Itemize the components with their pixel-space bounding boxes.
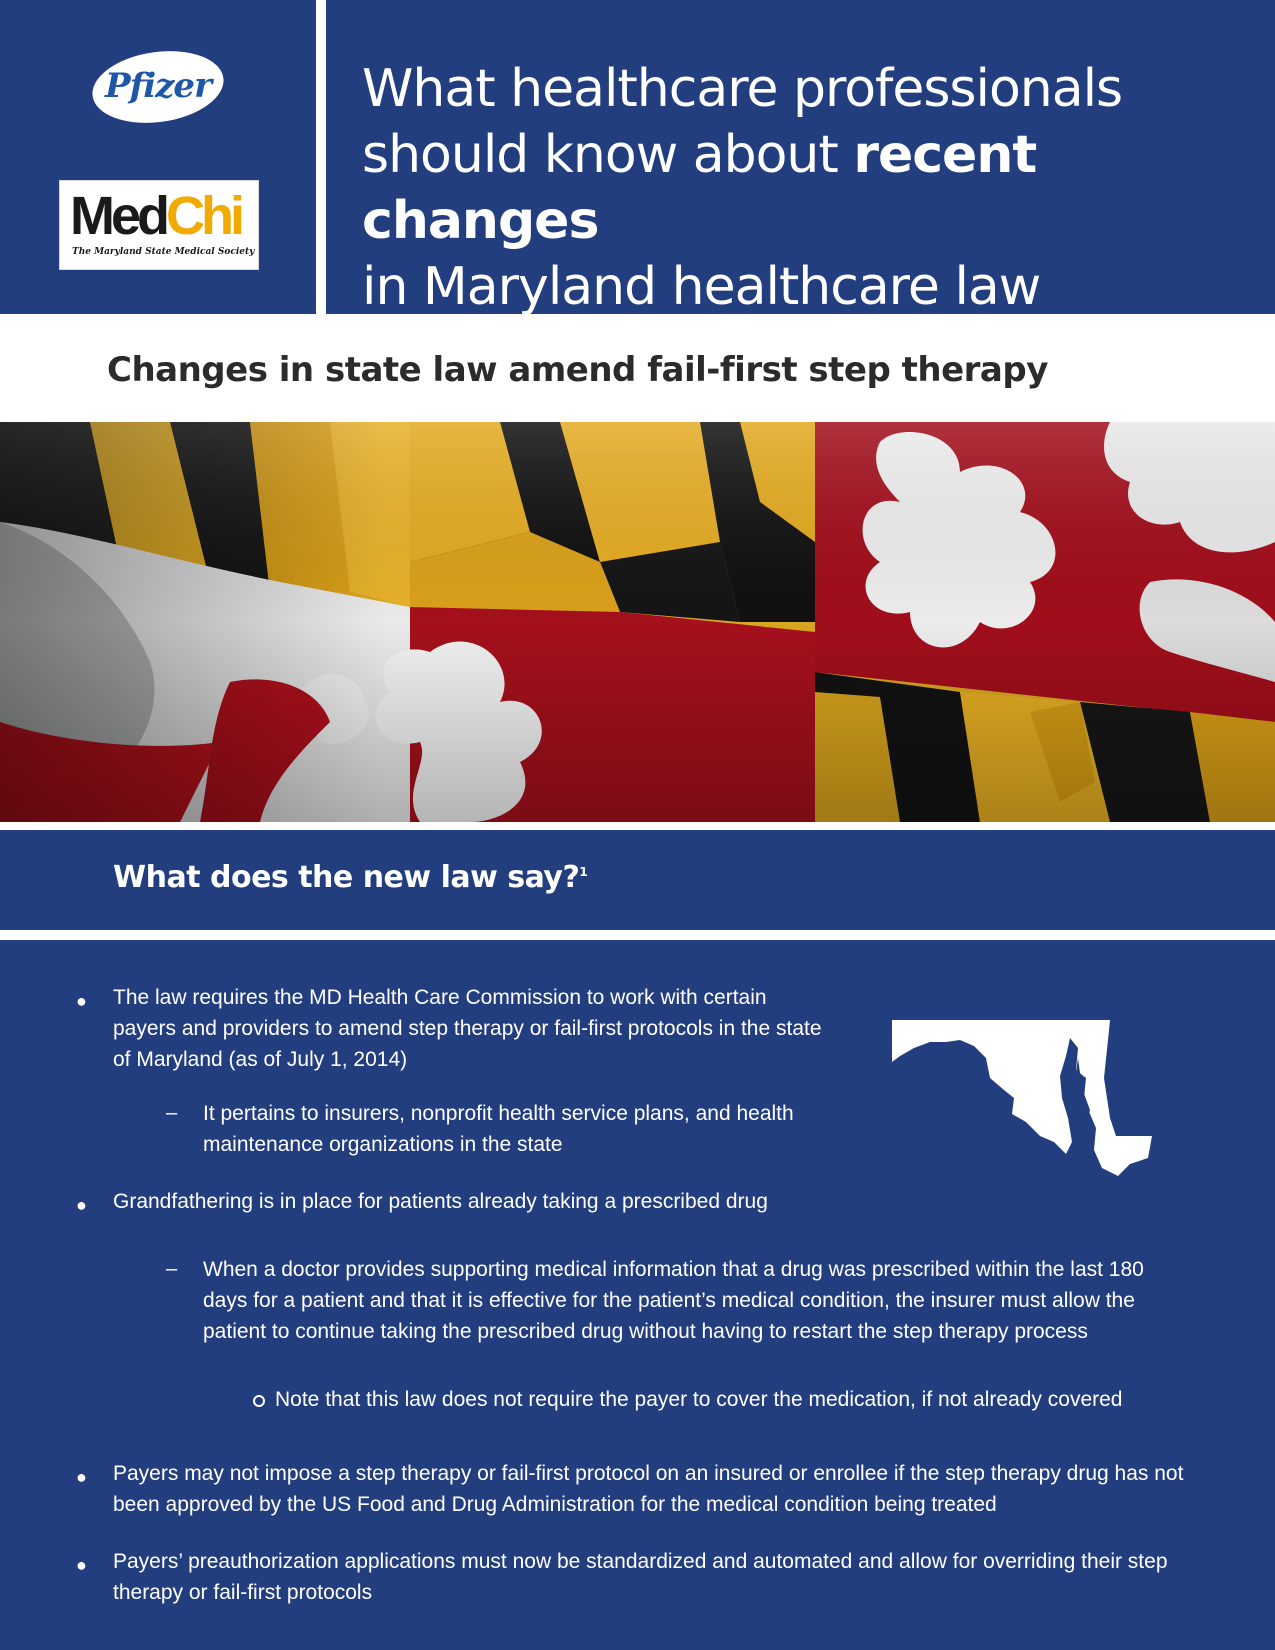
circle-marker xyxy=(253,1395,265,1407)
medchi-logo xyxy=(59,180,259,270)
bullet-2-sub-1-text: When a doctor provides supporting medical information that a drug was prescribed within the last 180 days for a patient and that it is effective for the patient’s medical condition, the insurer must allow the patient to continue taking the prescribed drug without having to restart the step therapy process xyxy=(203,1258,1144,1343)
content-body xyxy=(0,940,1275,1650)
bullet-marker: ● xyxy=(76,991,87,1011)
medchi-tagline: The Maryland State Medical Society xyxy=(72,247,255,257)
footnote-marker: 1 xyxy=(579,865,588,879)
bullet-2-sub-1-note-text: Note that this law does not require the payer to cover the medication, if not already covered xyxy=(275,1388,1123,1411)
header xyxy=(0,0,1275,317)
header-divider xyxy=(316,0,326,314)
page-title-line-2-start: should know about xyxy=(362,125,854,185)
maryland-flag-image xyxy=(0,422,1275,822)
medchi-logo-med: Med xyxy=(70,186,166,246)
page-title-line-3: in Maryland healthcare law xyxy=(362,257,1041,317)
page-title-line-1: What healthcare professionals xyxy=(362,59,1123,119)
bullet-1-sub-1-text: It pertains to insurers, nonprofit health service plans, and health maintenance organizations in the state xyxy=(203,1102,794,1156)
bullet-2-text: Grandfathering is in place for patients already taking a prescribed drug xyxy=(113,1190,768,1213)
page-title-emphasis: recent changes xyxy=(362,125,1037,251)
section-subtitle: Changes in state law amend fail-first step therapy xyxy=(107,350,1048,390)
bullet-1-text: The law requires the MD Health Care Commission to work with certain payers and providers to amend step therapy or fail-first protocols in the state of Maryland (as of July 1, 2014) xyxy=(113,986,822,1071)
bullet-marker: ● xyxy=(76,1195,87,1215)
question-band xyxy=(0,830,1275,930)
dash-marker: – xyxy=(166,1258,178,1280)
page-title xyxy=(362,56,1252,320)
page-title-line-2 xyxy=(362,122,1252,254)
section-heading-text: What does the new law say? xyxy=(113,860,580,895)
medchi-logo-text xyxy=(70,185,241,247)
title-column xyxy=(326,0,1275,317)
bullet-marker: ● xyxy=(76,1467,87,1487)
logo-column xyxy=(0,0,316,314)
maryland-flag-graphic xyxy=(0,422,1275,822)
pfizer-logo xyxy=(92,52,224,122)
medchi-logo-chi: Chi xyxy=(166,186,241,246)
pfizer-logo-text: Pfizer xyxy=(105,66,211,106)
maryland-map-icon xyxy=(890,1018,1158,1178)
bullet-3-text: Payers may not impose a step therapy or fail-first protocol on an insured or enrollee if the step therapy drug has not been approved by the US Food and Drug Administration for the medical condition being treated xyxy=(113,1462,1184,1516)
bullet-4-text: Payers’ preauthorization applications must now be standardized and automated and allow for overriding their step therapy or fail-first protocols xyxy=(113,1550,1168,1604)
bullet-marker: ● xyxy=(76,1555,87,1575)
dash-marker: – xyxy=(166,1102,178,1124)
section-heading xyxy=(113,860,587,895)
